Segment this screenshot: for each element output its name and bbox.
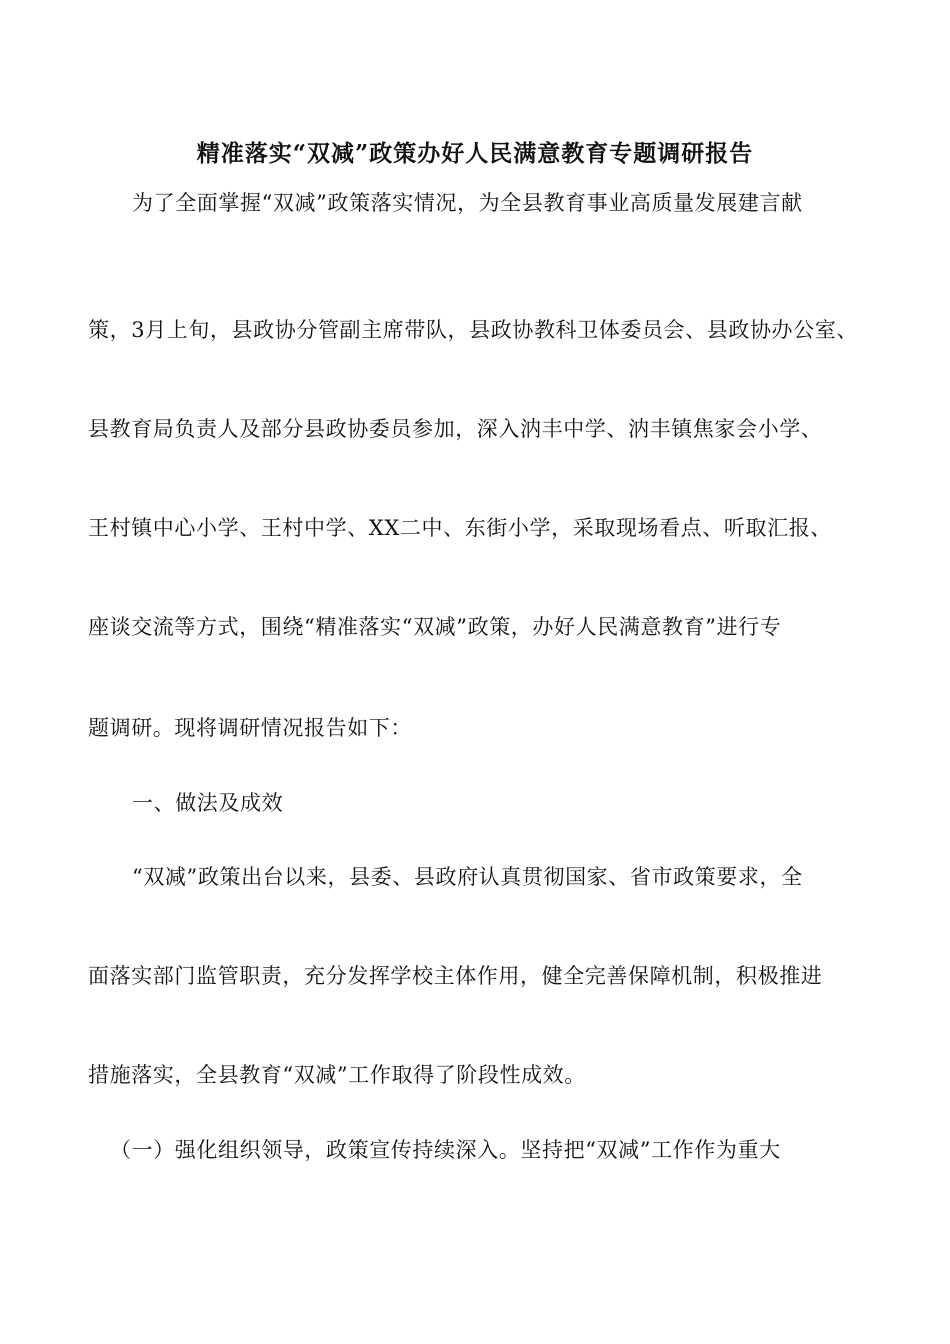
paragraph-line: 题调研。现将调研情况报告如下： bbox=[88, 716, 412, 740]
paragraph-line: 座谈交流等方式，围绕“精准落实“双减”政策，办好人民满意教育”进行专 bbox=[88, 615, 782, 639]
subsection-line: （一）强化组织领导，政策宣传持续深入。坚持把“双减”工作作为重大 bbox=[110, 1138, 781, 1162]
paragraph-line: 为了全面掌握“双减”政策落实情况，为全县教育事业高质量发展建言献 bbox=[132, 191, 803, 215]
section-heading: 一、做法及成效 bbox=[132, 791, 284, 815]
paragraph-line: “双减”政策出台以来，县委、县政府认真贯彻国家、省市政策要求，全 bbox=[132, 865, 803, 889]
paragraph-line: 面落实部门监管职责，充分发挥学校主体作用，健全完善保障机制，积极推进 bbox=[88, 964, 823, 988]
paragraph-line: 王村镇中心小学、王村中学、XX二中、东街小学，采取现场看点、听取汇报、 bbox=[88, 516, 832, 540]
paragraph-line: 措施落实，全县教育“双减”工作取得了阶段性成效。 bbox=[88, 1063, 586, 1087]
document-title: 精准落实“双减”政策办好人民满意教育专题调研报告 bbox=[196, 140, 754, 167]
paragraph-line: 策，3月上旬，县政协分管副主席带队，县政协教科卫体委员会、县政协办公室、 bbox=[88, 318, 858, 342]
paragraph-line: 县教育局负责人及部分县政协委员参加，深入汭丰中学、汭丰镇焦家会小学、 bbox=[88, 417, 823, 441]
